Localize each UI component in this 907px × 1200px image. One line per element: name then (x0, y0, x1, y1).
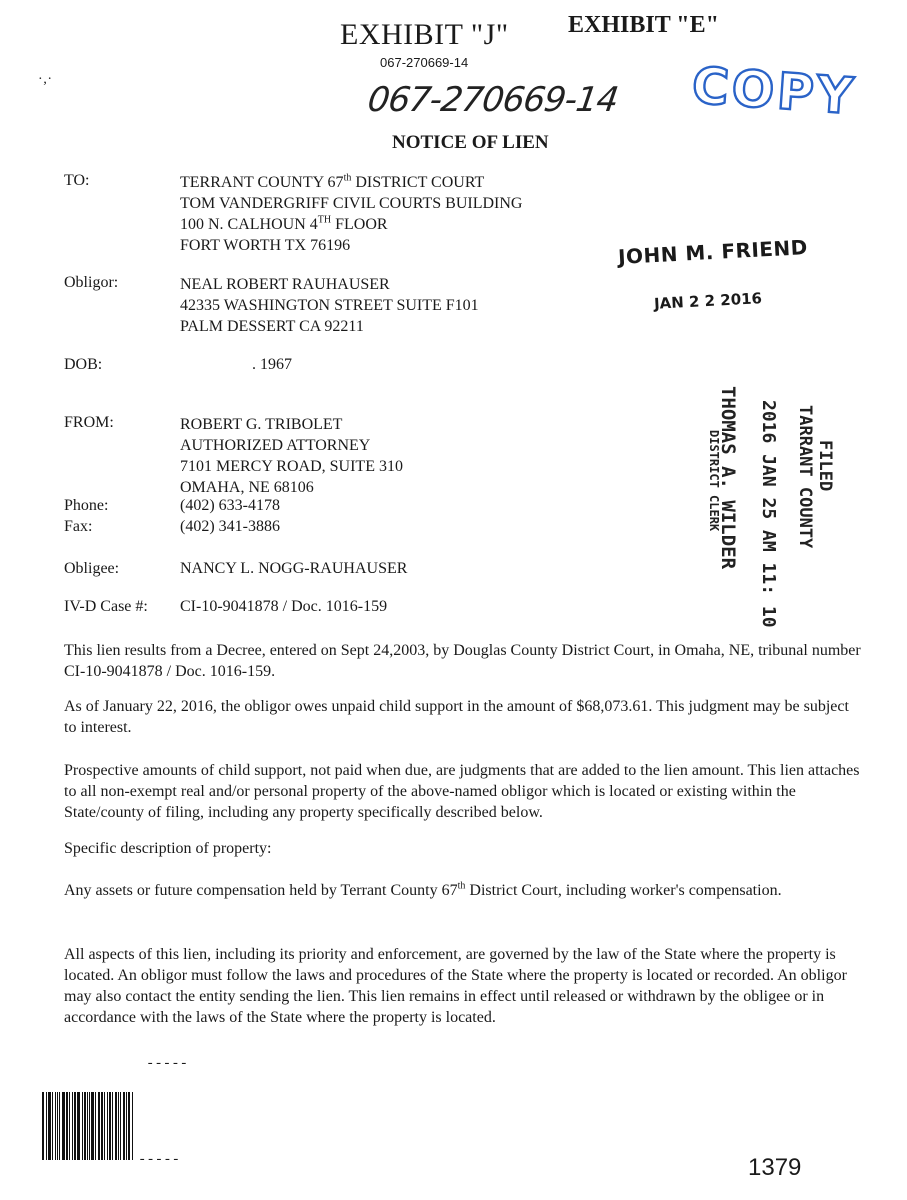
barcode-bar (101, 1092, 103, 1160)
exhibit-j-label: EXHIBIT "J" (340, 18, 509, 51)
scan-speck: ·‚· (38, 72, 52, 87)
received-stamp-date: JAN 2 2 2016 (653, 289, 763, 313)
barcode-bar (118, 1092, 119, 1160)
to-line-2: TOM VANDERGRIFF CIVIL COURTS BUILDING (180, 195, 523, 212)
barcode (42, 1092, 134, 1160)
barcode-bar (115, 1092, 118, 1160)
barcode-bar (120, 1092, 121, 1160)
barcode-bar (42, 1092, 44, 1160)
obligor-line-3: PALM DESSERT CA 92211 (180, 318, 364, 335)
exhibit-e-label: EXHIBIT "E" (568, 12, 719, 38)
to-line-4: FORT WORTH TX 76196 (180, 237, 351, 254)
barcode-bar (77, 1092, 80, 1160)
barcode-bar (62, 1092, 65, 1160)
paragraph-assets: Any assets or future compensation held by Terrant County 67th District Court, including worker's compensation. (64, 880, 782, 899)
case-number-typed: 067-270669-14 (380, 55, 469, 70)
barcode-bar (112, 1092, 113, 1160)
from-line-1: ROBERT G. TRIBOLET (180, 416, 343, 433)
barcode-bar (52, 1092, 53, 1160)
barcode-bar (46, 1092, 47, 1160)
barcode-bar (132, 1092, 133, 1160)
dash-mark-upper: ----- (146, 1056, 189, 1072)
paragraph-amount-owed: As of January 22, 2016, the obligor owes unpaid child support in the amount of $68,073.61. This judgment may be subject to interest. (64, 698, 849, 736)
filed-stamp-filed: FILED (815, 440, 835, 492)
to-address (180, 172, 522, 256)
phone-value: (402) 633-4178 (180, 497, 280, 514)
case-number-handwritten: 067-270669-14 (365, 80, 621, 120)
obligee-label: Obligee: (64, 560, 120, 577)
to-line-1: TERRANT COUNTY 67th DISTRICT COURT (180, 172, 485, 191)
from-label: FROM: (64, 414, 114, 431)
filed-stamp-clerk-title: DISTRICT CLERK (707, 430, 721, 532)
dob-value: . 1967 (252, 356, 292, 373)
barcode-bar (59, 1092, 60, 1160)
barcode-bar (89, 1092, 90, 1160)
dash-mark-lower: ----- (138, 1152, 181, 1168)
obligor-line-2: 42335 WASHINGTON STREET SUITE F101 (180, 297, 479, 314)
barcode-bar (84, 1092, 86, 1160)
paragraph-specific-heading: Specific description of property: (64, 840, 272, 857)
ivd-case-value: CI-10-9041878 / Doc. 1016-159 (180, 598, 388, 615)
from-line-4: OMAHA, NE 68106 (180, 479, 314, 496)
barcode-bar (128, 1092, 130, 1160)
barcode-bar (123, 1092, 125, 1160)
filed-stamp (705, 386, 835, 628)
from-line-2: AUTHORIZED ATTORNEY (180, 437, 371, 454)
to-line-3: 100 N. CALHOUN 4TH FLOOR (180, 214, 388, 233)
barcode-bar (72, 1092, 73, 1160)
barcode-bar (57, 1092, 59, 1160)
barcode-bar (98, 1092, 100, 1160)
fax-label: Fax: (64, 518, 93, 535)
filed-stamp-clerk-name: THOMAS A. WILDER (717, 386, 739, 570)
from-address (180, 414, 403, 498)
obligee-value: NANCY L. NOGG-RAUHAUSER (180, 560, 408, 577)
barcode-bar (91, 1092, 94, 1160)
barcode-bar (104, 1092, 105, 1160)
barcode-bar (74, 1092, 76, 1160)
barcode-bar (109, 1092, 111, 1160)
barcode-bar (126, 1092, 127, 1160)
barcode-bar (87, 1092, 88, 1160)
from-line-3: 7101 MERCY ROAD, SUITE 310 (180, 458, 403, 475)
barcode-bar (66, 1092, 68, 1160)
obligor-label: Obligor: (64, 274, 119, 291)
filed-stamp-date: 2016 JAN 25 AM 11: 10 (758, 400, 779, 628)
phone-label: Phone: (64, 497, 109, 514)
filed-stamp-county: TARRANT COUNTY (795, 405, 815, 549)
dob-label: DOB: (64, 356, 103, 373)
barcode-bar (55, 1092, 56, 1160)
barcode-bar (107, 1092, 108, 1160)
received-stamp-name: JOHN M. FRIEND (617, 235, 809, 269)
barcode-bar (82, 1092, 83, 1160)
barcode-bar (69, 1092, 70, 1160)
copy-stamp: COPY (690, 56, 858, 126)
paragraph-governed: All aspects of this lien, including its priority and enforcement, are governed by the law of the State where the property is located. An obligor must follow the laws and procedures of the State where the property is located or recorded. An obligor may also contact the entity sending the lien. This lien remains in effect until released or withdrawn by the obligee or in accordance with the laws of the State where the property is located. (64, 946, 847, 1026)
obligor-address (180, 274, 479, 337)
barcode-bar (95, 1092, 96, 1160)
page-number: 1379 (748, 1154, 802, 1181)
fax-value: (402) 341-3886 (180, 518, 280, 535)
obligor-line-1: NEAL ROBERT RAUHAUSER (180, 276, 390, 293)
document-title: NOTICE OF LIEN (392, 132, 549, 153)
to-label: TO: (64, 172, 90, 189)
barcode-bar (48, 1092, 51, 1160)
paragraph-prospective: Prospective amounts of child support, not paid when due, are judgments that are added to the lien amount. This lien attaches to all non-exempt real and/or personal property of the above-named obligor which is located or existing within the State/county of filing, including any property specifically described below. (64, 762, 860, 821)
ivd-case-label: IV-D Case #: (64, 598, 148, 615)
paragraph-decree: This lien results from a Decree, entered on Sept 24,2003, by Douglas County District Court, in Omaha, NE, tribunal number CI-10-9041878 / Doc. 1016-159. (64, 642, 861, 680)
